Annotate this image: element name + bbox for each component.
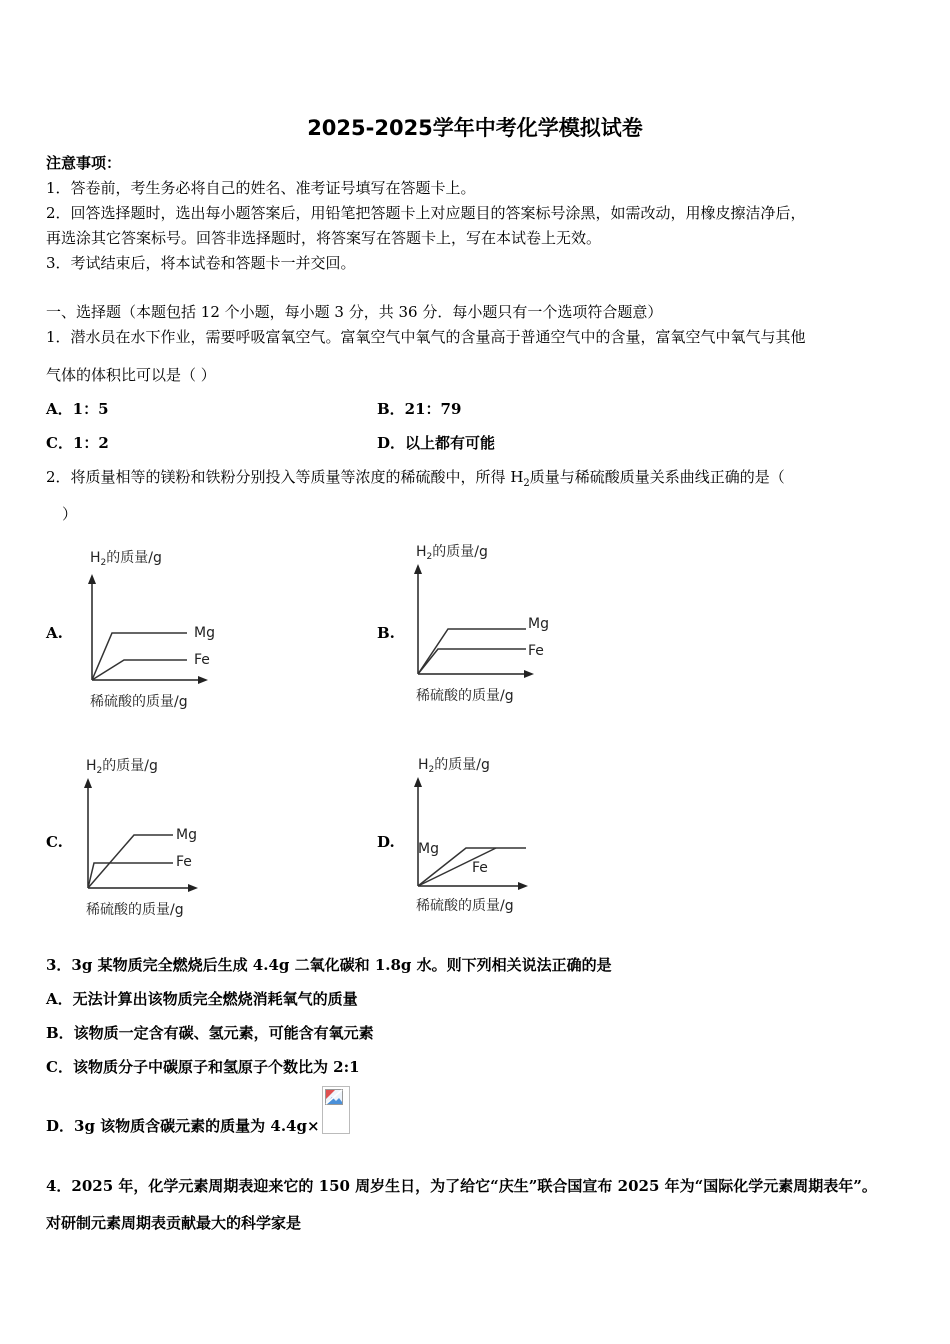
q3-option-c: C．该物质分子中碳原子和氢原子个数比为 2:1 [46, 1058, 360, 1076]
broken-image-placeholder [322, 1086, 350, 1134]
notice-item-2: 2．回答选择题时，选出每小题答案后，用铅笔把答题卡上对应题目的答案标号涂黑，如需改动，用橡皮擦洁净后， [46, 204, 806, 222]
graph-a-y-label: $H_2$的质量/g [90, 550, 162, 568]
graph-b-x-arrow [524, 670, 534, 678]
q1-option-c: C．1：2 [46, 434, 109, 452]
graph-c-fe-line [88, 863, 173, 888]
graph-d-mg-label: Mg [418, 841, 439, 857]
graph-c [78, 748, 228, 928]
q1-option-b: B．21：79 [377, 400, 462, 418]
notice-item-3: 3．考试结束后，将本试卷和答题卡一并交回。 [46, 254, 356, 272]
graph-c-fe-label: Fe [176, 854, 192, 870]
q1-stem-line1: 1．潜水员在水下作业，需要呼吸富氧空气。富氧空气中氧气的含量高于普通空气中的含量，富氧空气中氧气与其他 [46, 328, 806, 346]
graph-a-fe-line [92, 660, 187, 680]
q1-option-a: A．1：5 [46, 400, 109, 418]
graph-a-x-arrow [198, 676, 208, 684]
graph-b-fe-label: Fe [528, 643, 544, 659]
q2-option-b-label: B. [377, 624, 395, 642]
graph-b-mg-label: Mg [528, 616, 549, 632]
q3-option-d: D．3g 该物质含碳元素的质量为 4.4g× [46, 1117, 320, 1135]
graph-d [408, 747, 558, 927]
q4-stem-line1: 4．2025 年，化学元素周期表迎来它的 150 周岁生日，为了给它“庆生”联合国宣布 2025 年为“国际化学元素周期表年”。 [46, 1177, 877, 1195]
graph-b-mg-line [418, 629, 526, 674]
notice-item-1: 1．答卷前，考生务必将自己的姓名、准考证号填写在答题卡上。 [46, 179, 476, 197]
graph-b-y-label: $H_2$的质量/g [416, 544, 488, 562]
graph-b [408, 534, 558, 714]
q2-option-d-label: D. [377, 833, 395, 851]
q1-stem-line2: 气体的体积比可以是（ ） [46, 366, 216, 384]
q2-stem-line1: 2．将质量相等的镁粉和铁粉分别投入等质量等浓度的稀硫酸中，所得 $H_2$质量与稀硫酸质量关系曲线正确的是（ [46, 468, 785, 489]
graph-a [82, 540, 232, 720]
q2-stem-line2: ） [62, 505, 78, 523]
section-heading: 一、选择题（本题包括 12 个小题，每小题 3 分，共 36 分．每小题只有一个选项符合题意） [46, 303, 663, 321]
q1-option-d: D．以上都有可能 [377, 434, 496, 452]
graph-c-mg-line [88, 835, 173, 888]
graph-c-x-arrow [188, 884, 198, 892]
graph-d-y-arrow [414, 777, 422, 787]
graph-c-y-arrow [84, 778, 92, 788]
page-title: 2025-2025学年中考化学模拟试卷 [307, 116, 643, 140]
graph-d-x-arrow [518, 882, 528, 890]
notice-heading: 注意事项： [46, 154, 122, 172]
graph-a-mg-line [92, 633, 187, 680]
q4-stem-line2: 对研制元素周期表贡献最大的科学家是 [46, 1214, 302, 1232]
graph-a-x-label: 稀硫酸的质量/g [90, 694, 188, 710]
graph-c-mg-label: Mg [176, 827, 197, 843]
graph-a-y-arrow [88, 574, 96, 584]
q3-option-a: A．无法计算出该物质完全燃烧消耗氧气的质量 [46, 990, 358, 1008]
graph-b-x-label: 稀硫酸的质量/g [416, 688, 514, 704]
graph-d-fe-label: Fe [472, 860, 488, 876]
q2-option-c-label: C. [46, 833, 63, 851]
graph-d-x-label: 稀硫酸的质量/g [416, 898, 514, 914]
broken-image-icon [325, 1089, 343, 1105]
q2-option-a-label: A. [46, 624, 63, 642]
graph-b-y-arrow [414, 564, 422, 574]
graph-c-y-label: $H_2$的质量/g [86, 758, 158, 776]
graph-b-fe-line [418, 649, 526, 674]
q3-option-b: B．该物质一定含有碳、氢元素，可能含有氧元素 [46, 1024, 374, 1042]
graph-a-fe-label: Fe [194, 652, 210, 668]
graph-c-x-label: 稀硫酸的质量/g [86, 902, 184, 918]
graph-a-mg-label: Mg [194, 625, 215, 641]
graph-d-y-label: $H_2$的质量/g [418, 757, 490, 775]
notice-item-2-cont: 再选涂其它答案标号。回答非选择题时，将答案写在答题卡上，写在本试卷上无效。 [46, 229, 602, 247]
q3-stem: 3．3g 某物质完全燃烧后生成 4.4g 二氧化碳和 1.8g 水。则下列相关说法正确的是 [46, 956, 612, 974]
